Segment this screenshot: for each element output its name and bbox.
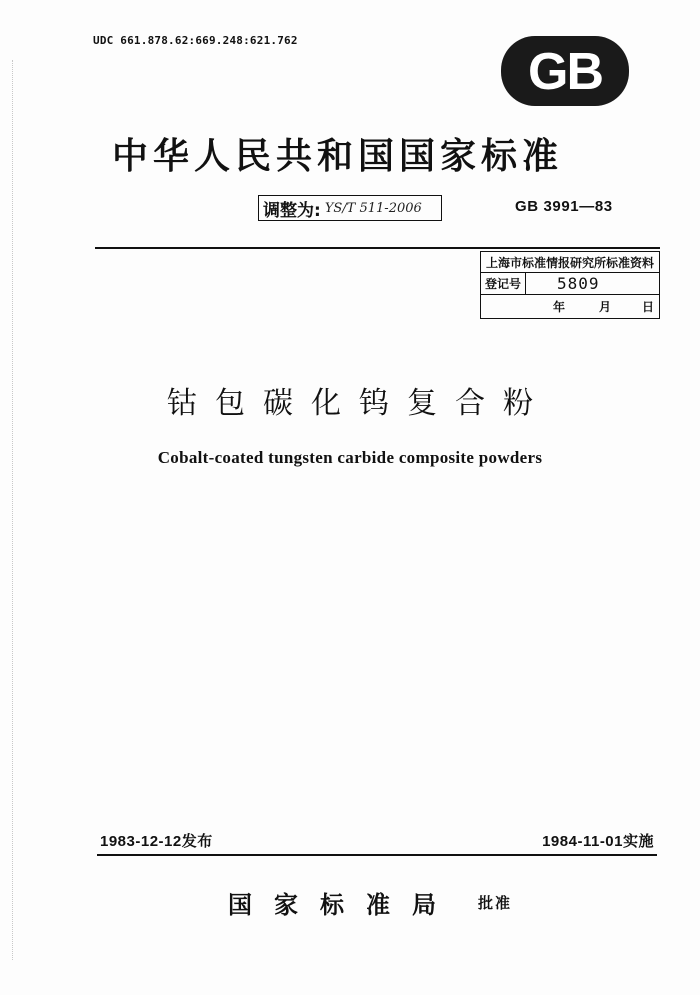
stamp-day-label: 日 xyxy=(642,300,655,314)
document-title-chinese: 钴包碳化钨复合粉 xyxy=(167,386,551,421)
stamp-registration-row xyxy=(481,272,659,295)
stamp-registration-label: 登记号 xyxy=(481,272,526,294)
national-standard-title: 中华人民共和国国家标准 xyxy=(112,135,564,177)
adjustment-note-box xyxy=(258,195,442,221)
gb-logo-text: GB xyxy=(528,43,602,101)
issue-date: 1983-12-12发布 xyxy=(100,833,213,850)
footer-divider xyxy=(97,854,657,856)
udc-code: UDC 661.878.62:669.248:621.762 xyxy=(93,34,298,47)
stamp-year-label: 年 xyxy=(553,300,566,314)
stamp-month-label: 月 xyxy=(599,300,612,314)
approving-authority: 国家标准局 xyxy=(228,890,458,919)
adjustment-label: 调整为: xyxy=(263,200,321,221)
document-title-english: Cobalt-coated tungsten carbide composite powders xyxy=(157,448,543,467)
implementation-date: 1984-11-01实施 xyxy=(542,833,654,850)
standard-number: GB 3991—83 xyxy=(515,198,613,215)
stamp-date-row xyxy=(481,294,659,318)
adjustment-value: YS/T 511-2006 xyxy=(324,200,422,216)
gb-logo xyxy=(500,35,630,107)
header-divider xyxy=(95,247,660,249)
stamp-registration-value: 5809 xyxy=(557,273,600,293)
stamp-institution: 上海市标准情报研究所标准资料 xyxy=(481,252,659,273)
registration-stamp xyxy=(480,251,660,319)
approved-label: 批准 xyxy=(478,894,513,912)
page-edge-shadow xyxy=(12,60,13,960)
